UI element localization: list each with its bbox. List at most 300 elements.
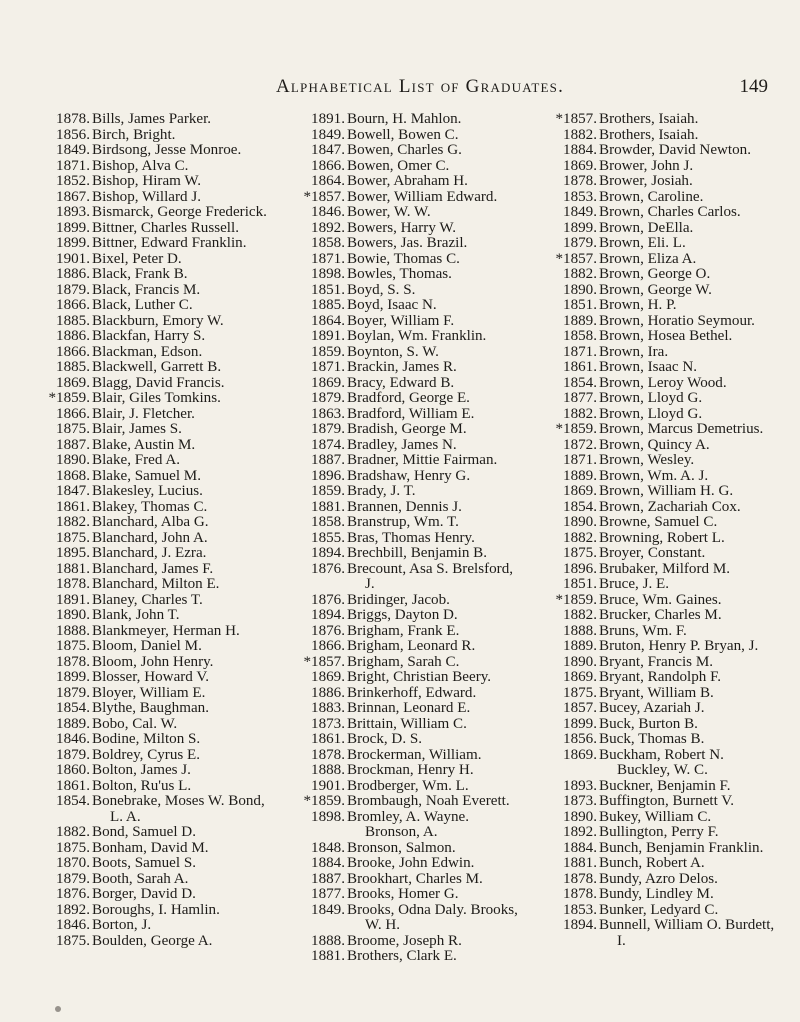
graduation-year: 1898.	[311, 266, 345, 282]
graduate-entry	[40, 732, 270, 748]
graduation-year: 1866.	[311, 157, 345, 174]
graduate-name: Bryant, Randolph F.	[599, 669, 722, 685]
graduate-name: Browder, David Newton.	[599, 142, 751, 158]
graduation-year: 1890.	[56, 452, 90, 468]
graduation-year: 1873.	[311, 715, 345, 732]
graduate-entry	[547, 360, 777, 376]
graduation-year: 1874.	[311, 436, 345, 453]
graduation-year: 1898.	[311, 808, 345, 825]
graduate-entry	[40, 360, 270, 376]
graduate-entry	[40, 624, 270, 640]
graduation-year: 1866.	[311, 638, 345, 654]
graduate-entry	[547, 810, 777, 826]
graduate-entry	[40, 779, 270, 795]
graduate-entry	[40, 701, 270, 717]
graduation-year: 1857.	[563, 700, 597, 716]
graduation-year: 1882.	[563, 405, 597, 422]
graduation-year: 1894.	[563, 917, 597, 933]
graduate-entry	[295, 872, 525, 888]
graduate-entry	[295, 159, 525, 175]
graduate-entry	[547, 593, 777, 609]
graduation-year: *1857.	[303, 653, 345, 670]
graduation-year: 1869.	[563, 746, 597, 763]
graduate-name: Brown, Wesley.	[599, 452, 695, 468]
graduate-name: Bunker, Ledyard C.	[599, 901, 719, 918]
graduate-entry	[40, 128, 270, 144]
graduation-year: 1889.	[563, 467, 597, 484]
graduate-name: Brothers, Clark E.	[347, 948, 457, 964]
graduation-year: 1852.	[56, 173, 90, 189]
graduate-name: Brown, Horatio Seymour.	[599, 312, 755, 329]
graduate-name: Bittner, Charles Russell.	[92, 219, 239, 236]
graduate-entry	[295, 174, 525, 190]
graduate-name: Brubaker, Milford M.	[599, 560, 731, 577]
graduation-year: 1890.	[563, 808, 597, 825]
graduate-name: Bodine, Milton S.	[92, 731, 201, 747]
graduate-name: Brigham, Frank E.	[347, 622, 460, 639]
graduate-name: Bronson, Salmon.	[347, 839, 456, 856]
graduate-name: Booth, Sarah A.	[92, 870, 189, 887]
graduation-year: 1895.	[56, 545, 90, 561]
graduate-name: Bruton, Henry P. Bryan, J.	[599, 638, 759, 654]
graduate-entry	[40, 841, 270, 857]
graduate-entry	[40, 934, 270, 950]
graduate-name: Black, Luther C.	[92, 297, 193, 313]
graduation-year: 1870.	[56, 855, 90, 871]
graduate-entry	[547, 515, 777, 531]
graduate-name: Blanchard, Milton E.	[92, 576, 220, 592]
graduate-entry	[40, 236, 270, 252]
graduate-entry	[40, 887, 270, 903]
graduate-entry	[547, 345, 777, 361]
graduate-name: Blair, J. Fletcher.	[92, 405, 195, 422]
graduation-year: 1881.	[563, 855, 597, 871]
graduate-entry	[40, 686, 270, 702]
graduate-entry	[40, 655, 270, 671]
graduate-entry	[40, 903, 270, 919]
graduate-name: Brown, Wm. A. J.	[599, 467, 709, 484]
graduation-year: 1888.	[311, 932, 345, 949]
graduate-name: Brooks, Odna Daly. Brooks, W. H.	[347, 901, 518, 933]
graduate-name: Brechbill, Benjamin B.	[347, 545, 488, 561]
graduation-year: 1888.	[563, 622, 597, 639]
graduation-year: 1851.	[563, 576, 597, 592]
graduate-name: Bower, W. W.	[347, 204, 431, 220]
graduation-year: 1849.	[56, 142, 90, 158]
graduate-name: Brothers, Isaiah.	[599, 111, 699, 127]
graduate-entry	[40, 515, 270, 531]
graduate-entry	[295, 298, 525, 314]
graduation-year: 1856.	[56, 126, 90, 143]
graduate-entry	[547, 391, 777, 407]
graduate-name: Brown, Isaac N.	[599, 359, 698, 375]
graduate-name: Blake, Fred A.	[92, 452, 181, 468]
graduate-entry	[547, 500, 777, 516]
graduate-name: Brown, Ira.	[599, 343, 669, 360]
graduate-name: Bowen, Charles G.	[347, 142, 462, 158]
graduation-year: 1876.	[311, 622, 345, 639]
graduate-name: Black, Francis M.	[92, 281, 201, 298]
graduate-name: Blackman, Edson.	[92, 343, 203, 360]
graduation-year: 1901.	[56, 250, 90, 267]
graduation-year: 1869.	[311, 669, 345, 685]
graduation-year: 1893.	[563, 777, 597, 794]
graduate-name: Browning, Robert L.	[599, 529, 725, 546]
graduate-name: Bundy, Lindley M.	[599, 886, 714, 902]
graduate-name: Bradford, William E.	[347, 405, 475, 422]
graduate-entry	[40, 205, 270, 221]
graduation-year: 1896.	[563, 560, 597, 577]
graduate-name: Blanchard, J. Ezra.	[92, 545, 207, 561]
graduate-entry	[547, 717, 777, 733]
graduation-year: 1864.	[311, 312, 345, 329]
graduate-entry	[295, 903, 525, 934]
graduation-year: 1882.	[56, 514, 90, 530]
graduate-name: Blackwell, Garrett B.	[92, 359, 222, 375]
graduate-entry	[547, 376, 777, 392]
graduate-name: Brothers, Isaiah.	[599, 126, 699, 143]
graduate-name: Blanchard, John A.	[92, 529, 208, 546]
graduation-year: 1892.	[56, 901, 90, 918]
graduate-name: Brackin, James R.	[347, 359, 457, 375]
graduate-entry	[547, 407, 777, 423]
graduate-name: Bobo, Cal. W.	[92, 715, 178, 732]
graduate-name: Brown, Eli. L.	[599, 235, 686, 251]
graduate-entry	[547, 422, 777, 438]
graduation-year: 1886.	[311, 684, 345, 701]
graduate-entry	[547, 856, 777, 872]
graduate-name: Borger, David D.	[92, 886, 196, 902]
graduation-year: 1885.	[311, 297, 345, 313]
graduation-year: 1881.	[311, 498, 345, 515]
graduation-year: 1849.	[311, 126, 345, 143]
graduation-year: 1853.	[563, 188, 597, 205]
graduate-entry	[40, 267, 270, 283]
graduate-entry	[547, 267, 777, 283]
graduate-name: Brown, Marcus Demetrius.	[599, 421, 764, 437]
graduate-name: Buckham, Robert N. Buckley, W. C.	[599, 746, 724, 778]
graduate-entry	[295, 469, 525, 485]
graduate-name: Bridinger, Jacob.	[347, 591, 450, 608]
graduate-entry	[295, 934, 525, 950]
graduation-year: 1878.	[563, 886, 597, 902]
graduate-entry	[547, 794, 777, 810]
graduation-year: 1896.	[311, 467, 345, 484]
running-title: Alphabetical List of Graduates.	[275, 76, 565, 97]
graduation-year: 1869.	[311, 374, 345, 391]
graduate-name: Boylan, Wm. Franklin.	[347, 328, 487, 344]
graduate-entry	[547, 143, 777, 159]
graduate-entry	[40, 190, 270, 206]
graduation-year: 1858.	[563, 328, 597, 344]
graduation-year: 1846.	[56, 731, 90, 747]
ink-spot	[55, 1006, 61, 1012]
graduate-name: Bittner, Edward Franklin.	[92, 235, 247, 251]
graduate-entry	[40, 438, 270, 454]
graduate-entry	[295, 624, 525, 640]
graduate-name: Bruce, J. E.	[599, 576, 670, 592]
graduation-year: 1875.	[563, 684, 597, 701]
graduation-year: 1858.	[311, 235, 345, 251]
graduate-entry	[295, 515, 525, 531]
graduate-entry	[295, 810, 525, 841]
graduate-name: Blanchard, Alba G.	[92, 514, 209, 530]
graduate-name: Buck, Burton B.	[599, 715, 698, 732]
graduate-name: Bloyer, William E.	[92, 684, 206, 701]
graduate-name: Brookhart, Charles M.	[347, 870, 483, 887]
graduate-name: Birch, Bright.	[92, 126, 176, 143]
graduate-name: Bunnell, William O. Burdett, I.	[599, 917, 775, 949]
graduate-entry	[547, 546, 777, 562]
graduation-year: 1856.	[563, 731, 597, 747]
graduate-entry	[40, 174, 270, 190]
graduate-name: Bowers, Jas. Brazil.	[347, 235, 468, 251]
graduates-column-1	[40, 112, 270, 949]
graduation-year: 1861.	[56, 498, 90, 515]
graduate-name: Brown, William H. G.	[599, 483, 734, 499]
graduate-entry	[547, 484, 777, 500]
graduation-year: *1857.	[555, 250, 597, 267]
page-header	[40, 76, 800, 106]
graduate-name: Boynton, S. W.	[347, 343, 439, 360]
graduation-year: 1848.	[311, 839, 345, 856]
graduate-entry	[295, 314, 525, 330]
graduate-entry	[295, 112, 525, 128]
graduate-name: Brown, Eliza A.	[599, 250, 697, 267]
graduate-name: Boots, Samuel S.	[92, 855, 196, 871]
graduation-year: 1894.	[311, 545, 345, 561]
graduate-entry	[547, 655, 777, 671]
graduation-year: 1889.	[56, 715, 90, 732]
graduate-name: Bowell, Bowen C.	[347, 126, 459, 143]
graduation-year: 1877.	[311, 886, 345, 902]
graduate-name: Brown, H. P.	[599, 297, 677, 313]
graduate-name: Bolton, James J.	[92, 762, 191, 778]
graduation-year: 1878.	[56, 576, 90, 592]
graduate-entry	[295, 856, 525, 872]
graduate-name: Brown, Hosea Bethel.	[599, 328, 733, 344]
graduation-year: 1878.	[563, 870, 597, 887]
graduate-name: Bills, James Parker.	[92, 111, 212, 127]
graduate-name: Bonham, David M.	[92, 839, 209, 856]
graduate-name: Brombaugh, Noah Everett.	[347, 793, 510, 809]
graduation-year: 1869.	[563, 483, 597, 499]
graduation-year: *1859.	[555, 421, 597, 437]
graduate-entry	[547, 469, 777, 485]
graduate-entry	[295, 763, 525, 779]
graduate-entry	[547, 174, 777, 190]
graduate-name: Bunch, Benjamin Franklin.	[599, 839, 764, 856]
graduate-name: Bullington, Perry F.	[599, 824, 719, 840]
graduation-year: 1890.	[56, 607, 90, 623]
graduate-entry	[40, 345, 270, 361]
graduation-year: 1888.	[311, 762, 345, 778]
graduate-entry	[295, 128, 525, 144]
graduate-name: Bower, William Edward.	[347, 188, 498, 205]
graduate-name: Bunch, Robert A.	[599, 855, 705, 871]
graduate-entry	[295, 779, 525, 795]
graduate-entry	[295, 143, 525, 159]
graduate-name: Brinnan, Leonard E.	[347, 700, 471, 716]
graduation-year: 1879.	[56, 870, 90, 887]
graduate-name: Brown, Zachariah Cox.	[599, 498, 741, 515]
graduate-entry	[40, 918, 270, 934]
graduate-name: Blakesley, Lucius.	[92, 483, 203, 499]
graduate-entry	[40, 252, 270, 268]
graduate-entry	[40, 391, 270, 407]
graduate-name: Buckner, Benjamin F.	[599, 777, 731, 794]
graduate-entry	[40, 670, 270, 686]
graduation-year: 1886.	[56, 328, 90, 344]
graduation-year: 1881.	[311, 948, 345, 964]
graduate-entry	[547, 825, 777, 841]
graduate-name: Brower, Josiah.	[599, 173, 693, 189]
graduate-name: Blaney, Charles T.	[92, 591, 203, 608]
graduate-name: Bradner, Mittie Fairman.	[347, 452, 498, 468]
graduation-year: 1882.	[563, 607, 597, 623]
graduate-name: Blankmeyer, Herman H.	[92, 622, 240, 639]
graduate-entry	[295, 360, 525, 376]
graduate-entry	[40, 422, 270, 438]
graduate-name: Brigham, Sarah C.	[347, 653, 460, 670]
graduate-name: Blackburn, Emory W.	[92, 312, 224, 329]
page-number: 149	[739, 76, 768, 97]
graduation-year: 1871.	[563, 343, 597, 360]
graduate-name: Bruns, Wm. F.	[599, 622, 687, 639]
graduate-entry	[295, 748, 525, 764]
graduation-year: 1875.	[56, 529, 90, 546]
graduation-year: 1861.	[311, 731, 345, 747]
graduation-year: *1859.	[303, 793, 345, 809]
graduation-year: 1887.	[311, 452, 345, 468]
graduation-year: 1879.	[56, 281, 90, 298]
graduate-name: Bond, Samuel D.	[92, 824, 196, 840]
graduate-entry	[547, 329, 777, 345]
graduation-year: 1894.	[311, 607, 345, 623]
graduation-year: 1878.	[563, 173, 597, 189]
graduation-year: 1899.	[56, 669, 90, 685]
graduate-entry	[40, 376, 270, 392]
graduate-entry	[547, 112, 777, 128]
graduate-name: Brower, John J.	[599, 157, 694, 174]
graduate-entry	[295, 422, 525, 438]
graduate-entry	[547, 918, 777, 949]
graduation-year: 1878.	[311, 746, 345, 763]
graduation-year: 1859.	[311, 343, 345, 360]
graduation-year: 1872.	[563, 436, 597, 453]
graduate-name: Brown, Lloyd G.	[599, 405, 703, 422]
graduation-year: 1863.	[311, 405, 345, 422]
graduation-year: 1891.	[311, 328, 345, 344]
graduation-year: 1882.	[56, 824, 90, 840]
graduate-name: Bradford, George E.	[347, 390, 470, 406]
graduation-year: *1859.	[555, 591, 597, 608]
graduate-name: Blackfan, Harry S.	[92, 328, 206, 344]
graduation-year: 1884.	[311, 855, 345, 871]
graduation-year: 1889.	[563, 312, 597, 329]
graduation-year: 1891.	[56, 591, 90, 608]
graduate-name: Buck, Thomas B.	[599, 731, 705, 747]
graduation-year: 1876.	[56, 886, 90, 902]
graduate-entry	[547, 159, 777, 175]
graduate-name: Bradshaw, Henry G.	[347, 467, 471, 484]
graduate-entry	[547, 872, 777, 888]
graduate-name: Bright, Christian Beery.	[347, 669, 492, 685]
graduate-name: Bromley, A. Wayne. Bronson, A.	[347, 808, 470, 840]
graduation-year: 1849.	[311, 901, 345, 918]
graduate-entry	[40, 562, 270, 578]
graduate-name: Boulden, George A.	[92, 932, 213, 949]
graduation-year: 1846.	[56, 917, 90, 933]
graduation-year: 1859.	[311, 483, 345, 499]
graduate-name: Brecount, Asa S. Brelsford, J.	[347, 560, 514, 592]
graduates-column-2	[295, 112, 525, 965]
graduation-year: 1899.	[56, 235, 90, 251]
graduate-name: Broome, Joseph R.	[347, 932, 462, 949]
graduate-name: Blake, Samuel M.	[92, 467, 201, 484]
graduate-entry	[295, 717, 525, 733]
graduate-entry	[40, 639, 270, 655]
graduate-name: Bowen, Omer C.	[347, 157, 450, 174]
graduation-year: 1878.	[56, 111, 90, 127]
graduate-entry	[547, 453, 777, 469]
graduate-name: Bryant, Francis M.	[599, 653, 714, 670]
graduate-entry	[40, 531, 270, 547]
graduation-year: 1875.	[563, 545, 597, 561]
graduate-name: Brown, Leroy Wood.	[599, 374, 727, 391]
graduate-entry	[295, 190, 525, 206]
graduate-name: Bundy, Azro Delos.	[599, 870, 718, 887]
graduation-year: 1899.	[563, 219, 597, 236]
graduate-entry	[295, 639, 525, 655]
graduate-name: Blake, Austin M.	[92, 436, 196, 453]
graduate-entry	[40, 298, 270, 314]
graduate-name: Bowles, Thomas.	[347, 266, 452, 282]
graduate-name: Bloom, Daniel M.	[92, 638, 202, 654]
graduation-year: 1861.	[563, 359, 597, 375]
graduate-name: Brigham, Leonard R.	[347, 638, 476, 654]
graduate-entry	[295, 391, 525, 407]
graduate-entry	[295, 670, 525, 686]
graduate-entry	[295, 794, 525, 810]
graduation-year: 1882.	[563, 529, 597, 546]
graduate-name: Brown, DeElla.	[599, 219, 694, 236]
graduate-name: Brown, George O.	[599, 266, 711, 282]
graduate-entry	[547, 531, 777, 547]
graduation-year: 1887.	[56, 436, 90, 453]
graduation-year: 1871.	[311, 359, 345, 375]
graduation-year: 1853.	[563, 901, 597, 918]
graduation-year: 1876.	[311, 560, 345, 577]
graduation-year: 1885.	[56, 312, 90, 329]
graduate-name: Brockerman, William.	[347, 746, 482, 763]
graduation-year: 1868.	[56, 467, 90, 484]
graduate-entry	[295, 949, 525, 965]
graduate-entry	[547, 221, 777, 237]
graduate-entry	[295, 841, 525, 857]
graduation-year: 1875.	[56, 839, 90, 856]
graduation-year: 1858.	[311, 514, 345, 530]
graduation-year: *1857.	[303, 188, 345, 205]
graduation-year: 1876.	[311, 591, 345, 608]
graduation-year: *1859.	[48, 390, 90, 406]
graduate-name: Bishop, Hiram W.	[92, 173, 202, 189]
graduate-name: Bolton, Ru'us L.	[92, 777, 192, 794]
graduate-entry	[547, 252, 777, 268]
graduate-name: Blakey, Thomas C.	[92, 498, 208, 515]
graduation-year: 1883.	[311, 700, 345, 716]
graduation-year: 1882.	[563, 266, 597, 282]
